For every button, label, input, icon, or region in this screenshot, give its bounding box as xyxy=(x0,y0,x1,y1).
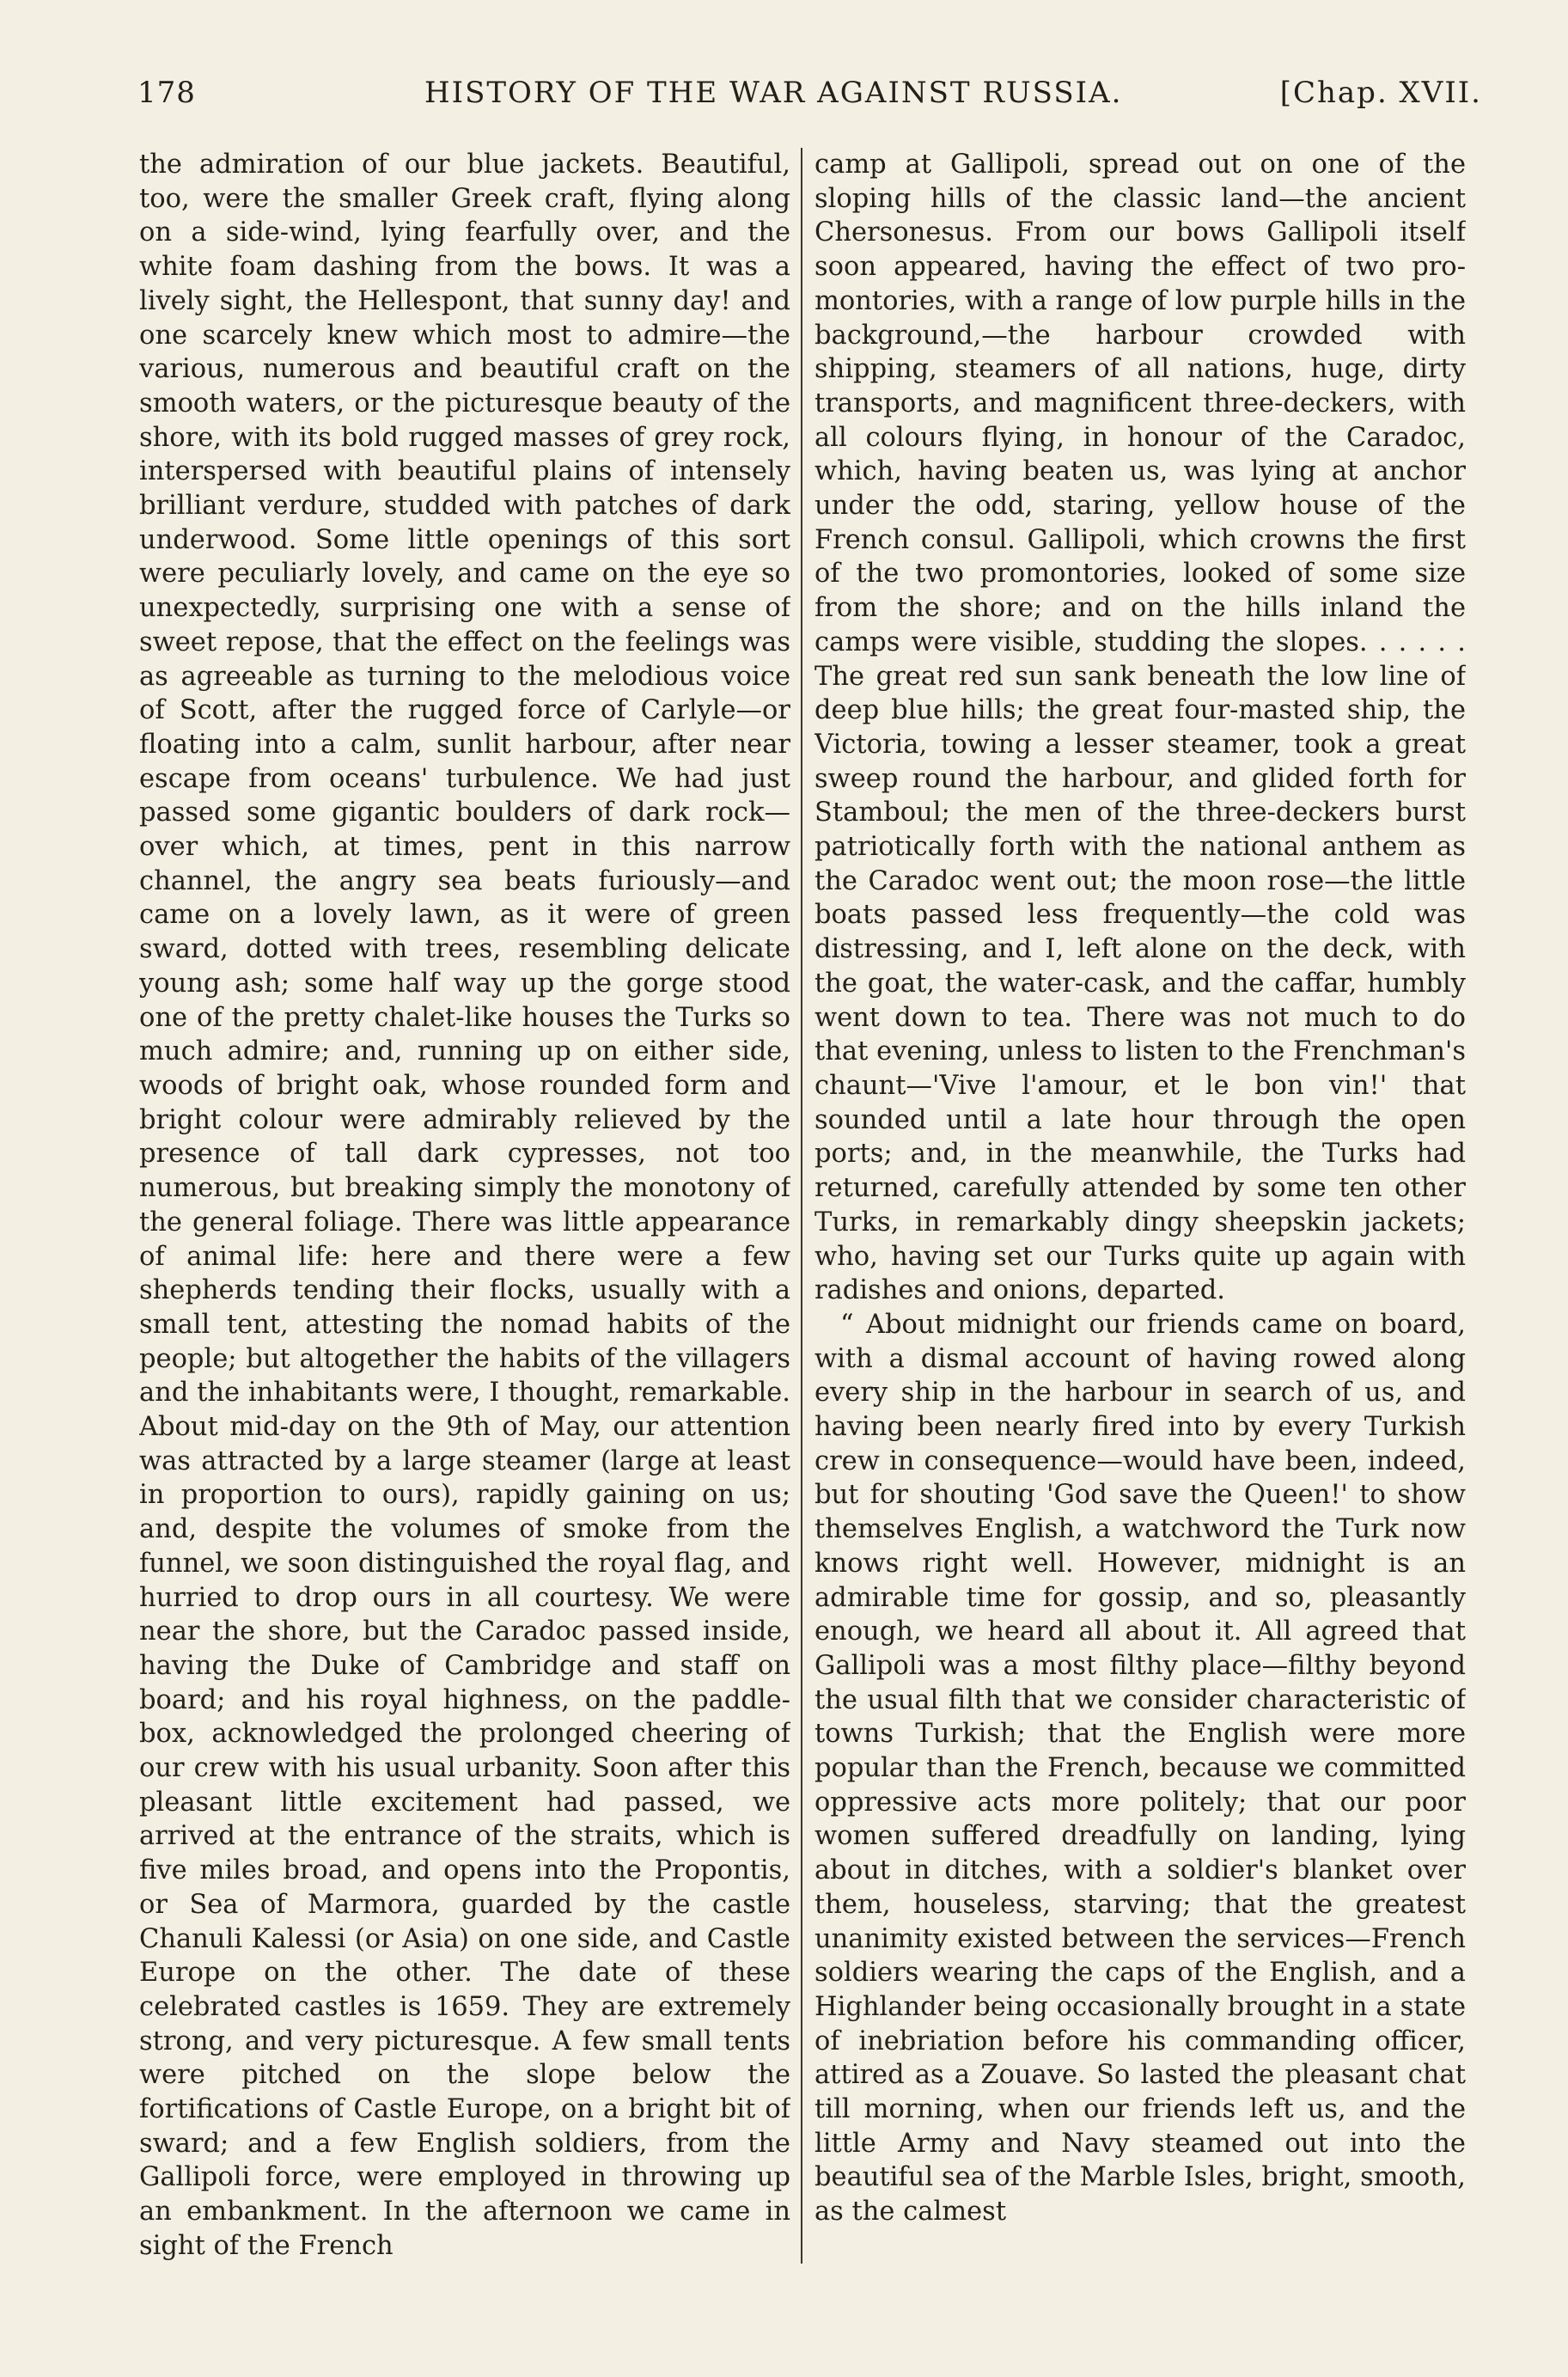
left-paragraph-1: the admiration of our blue jackets. Beautiful, too, were the smaller Greek craft, flying along on a side-wind, lying fearfully over, and the white foam dashing from the bows. It was a lively sight, the Hellespont, that sunny day! and one scarcely knew which most to admire—the various, numerous and beautiful craft on the smooth waters, or the picturesque beauty of the shore, with its bold rugged masses of grey rock, interspersed with beautiful plains of intensely brilliant verdure, studded with patches of dark underwood. Some little openings of this sort were peculiarly lovely, and came on the eye so unexpectedly, surprising one with a sense of sweet repose, that the effect on the feelings was as agreeable as turning to the melodious voice of Scott, after the rugged force of Carlyle—or floating into a calm, sunlit harbour, after near escape from oceans' turbulence. We had just passed some gigantic boulders of dark rock—over which, at times, pent in this narrow channel, the angry sea beats furiously—and came on a lovely lawn, as it were of green sward, dotted with trees, resembling delicate young ash; some half way up the gorge stood one of the pretty chalet-like houses the Turks so much admire; and, running up on either side, woods of bright oak, whose rounded form and bright colour were admirably relieved by the presence of tall dark cypresses, not too numerous, but breaking simply the monotony of the general foliage. There was little appearance of animal life: here and there were a few shepherds tending their flocks, usually with a small tent, attesting the nomad habits of the people; but altogether the habits of the villagers and the inhabitants were, I thought, remarkable. About mid-day on the 9th of May, our attention was attracted by a large steamer (large at least in proportion to ours), rapidly gaining on us; and, despite the volumes of smoke from the funnel, we soon distinguished the royal flag, and hurried to drop ours in all courtesy. We were near the shore, but the Caradoc passed inside, having the Duke of Cambridge and staff on board; and his royal highness, on the paddle-box, acknowledged the prolonged cheering of our crew with his usual urbanity. Soon after this pleasant little excitement had passed, we arrived at the entrance of the straits, which is five miles broad, and opens into the Propontis, or Sea of Marmora, guarded by the castle Chanuli Kalessi (or Asia) on one side, and Castle Europe on the other. The date of these celebrated castles is 1659. They are extremely strong, and very picturesque. A few small tents were pitched on the slope below the fortifications of Castle Europe, on a bright bit of sward; and a few English soldiers, from the Gallipoli force, were employed in throwing up an embankment. In the afternoon we came in sight of the French xyxy=(139,150,790,2261)
left-column xyxy=(139,148,790,2262)
right-paragraph-1: camp at Gallipoli, spread out on one of the sloping hills of the classic land—the ancient Chersonesus. From our bows Gallipoli itself soon appeared, having the effect of two promontories, with a range of low purple hills in the background,—the harbour crowded with shipping, steamers of all nations, huge, dirty transports, and magnificent three-deckers, with all colours flying, in honour of the Caradoc, which, having beaten us, was lying at anchor under the odd, staring, yellow house of the French consul. Gallipoli, which crowns the first of the two promontories, looked of some size from the shore; and on the hills inland the camps were visible, studding the slopes. . . . . . The great red sun sank beneath the low line of deep blue hills; the great four-masted ship, the Victoria, towing a lesser steamer, took a great sweep round the harbour, and glided forth for Stamboul; the men of the three-deckers burst patriotically forth with the national anthem as the Caradoc went out; the moon rose—the little boats passed less frequently—the cold was distressing, and I, left alone on the deck, with the goat, the water-cask, and the caffar, humbly went down to tea. There was not much to do that evening, unless to listen to the Frenchman's chaunt—'Vive l'amour, et le bon vin!' that sounded until a late hour through the open ports; and, in the meanwhile, the Turks had returned, carefully attended by some ten other Turks, in remarkably dingy sheepskin jackets; who, having set our Turks quite up again with radishes and onions, departed. xyxy=(815,150,1466,1306)
page-number: 178 xyxy=(137,76,196,110)
running-title: HISTORY OF THE WAR AGAINST RUSSIA. xyxy=(424,76,1123,110)
running-header xyxy=(137,76,1482,127)
right-column xyxy=(815,148,1466,2262)
right-paragraph-2: “ About midnight our friends came on board, with a dismal account of having rowed along every ship in the harbour in search of us, and having been nearly fired into by every Turkish crew in consequence—would have been, indeed, but for shouting 'God save the Queen!' to show themselves English, a watchword the Turk now knows right well. However, midnight is an admirable time for gossip, and so, pleasantly enough, we heard all about it. All agreed that Gallipoli was a most filthy place—filthy beyond the usual filth that we consider characteristic of towns Turkish; that the English were more popular than the French, because we committed oppressive acts more politely; that our poor women suffered dreadfully on landing, lying about in ditches, with a soldier's blanket over them, houseless, starving; that the greatest unanimity existed between the services—French soldiers wearing the caps of the English, and a Highlander being occasionally brought in a state of inebriation before his commanding officer, attired as a Zouave. So lasted the pleasant chat till morning, when our friends left us, and the little Army and Navy steamed out into the beautiful sea of the Marble Isles, bright, smooth, as the calmest xyxy=(815,1309,1466,2227)
column-divider xyxy=(801,148,802,2264)
chapter-label: [Chap. XVII. xyxy=(1279,76,1482,110)
